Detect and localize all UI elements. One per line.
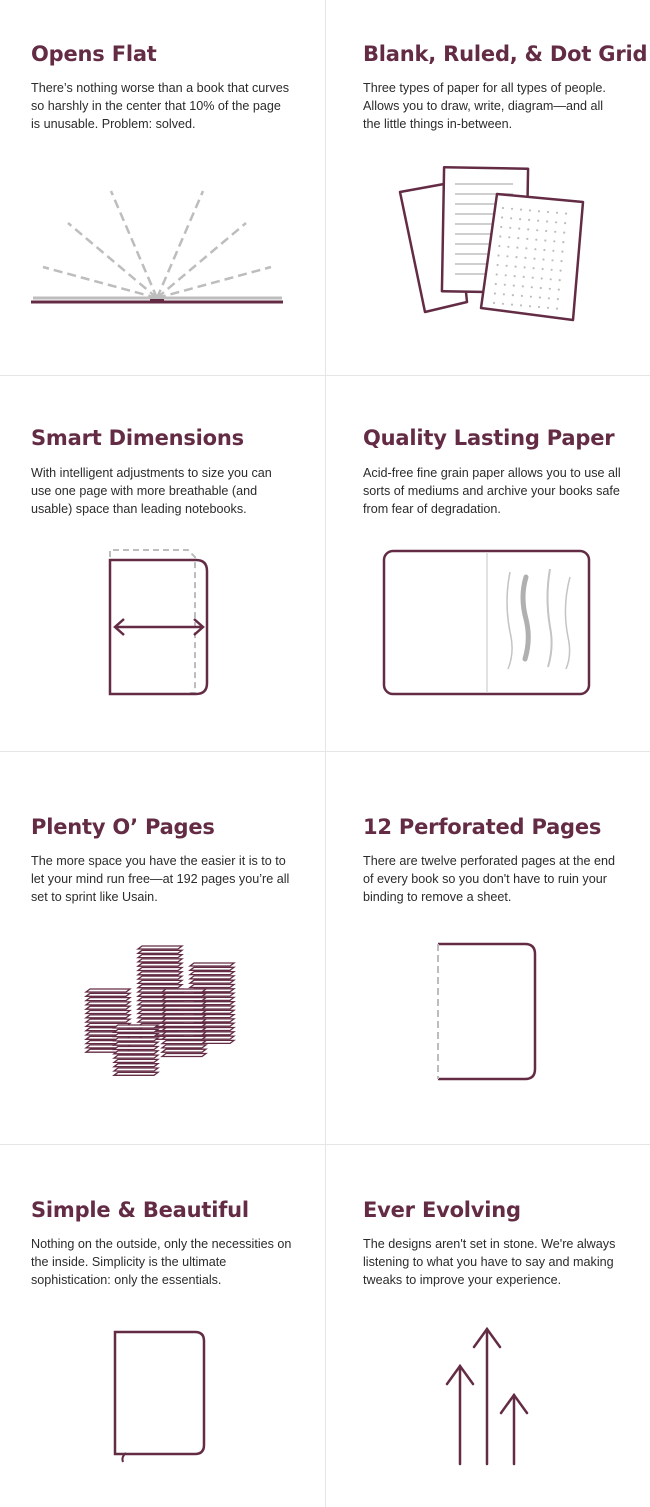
dimensions-icon [100,545,220,700]
feature-description: The designs aren't set in stone. We're always listening to what you have to say and making tweaks to improve your experience. [363,1237,616,1287]
feature-description: There are twelve perforated pages at the end of every book so you don't have to ruin your binding to remove a sheet. [363,854,616,904]
feature-title: Blank, Ruled, & Dot Grid [363,42,648,66]
perforated-page-icon [433,941,543,1083]
feature-description: With intelligent adjustments to size you can use one page with more breathable (and usable) space than leading notebooks. [31,466,272,516]
feature-title: Ever Evolving [363,1198,521,1222]
feature-smart-dimensions [0,375,325,751]
notebook-icon [108,1328,213,1464]
paper-strokes-icon [380,547,595,699]
feature-title: Smart Dimensions [31,426,244,450]
feature-description: Three types of paper for all types of people. Allows you to draw, write, diagram—and all the little things in-between. [363,81,606,131]
paper-types-icon [395,162,590,322]
feature-simple-beautiful [0,1144,325,1507]
feature-title: Simple & Beautiful [31,1198,249,1222]
arrows-up-icon [443,1326,533,1466]
feature-title: Quality Lasting Paper [363,426,615,450]
feature-description: Nothing on the outside, only the necessities on the inside. Simplicity is the ultimate sophistication: only the essentials. [31,1237,292,1287]
feature-title: 12 Perforated Pages [363,815,602,839]
open-book-icon [25,180,295,315]
feature-quality-paper [325,375,650,751]
page-stacks-icon [80,941,240,1081]
feature-description: Acid-free fine grain paper allows you to use all sorts of mediums and archive your books safe from fear of degradation. [363,466,621,516]
feature-title: Plenty O’ Pages [31,815,215,839]
feature-paper-types [325,0,650,375]
feature-description: The more space you have the easier it is to to let your mind run free—at 192 pages you’re all set to sprint like Usain. [31,854,290,904]
feature-perforated-pages [325,751,650,1144]
feature-description: There’s nothing worse than a book that curves so harshly in the center that 10% of the page is unusable. Problem: solved. [31,81,290,131]
feature-title: Opens Flat [31,42,157,66]
feature-ever-evolving [325,1144,650,1507]
feature-opens-flat [0,0,325,375]
feature-plenty-pages [0,751,325,1144]
